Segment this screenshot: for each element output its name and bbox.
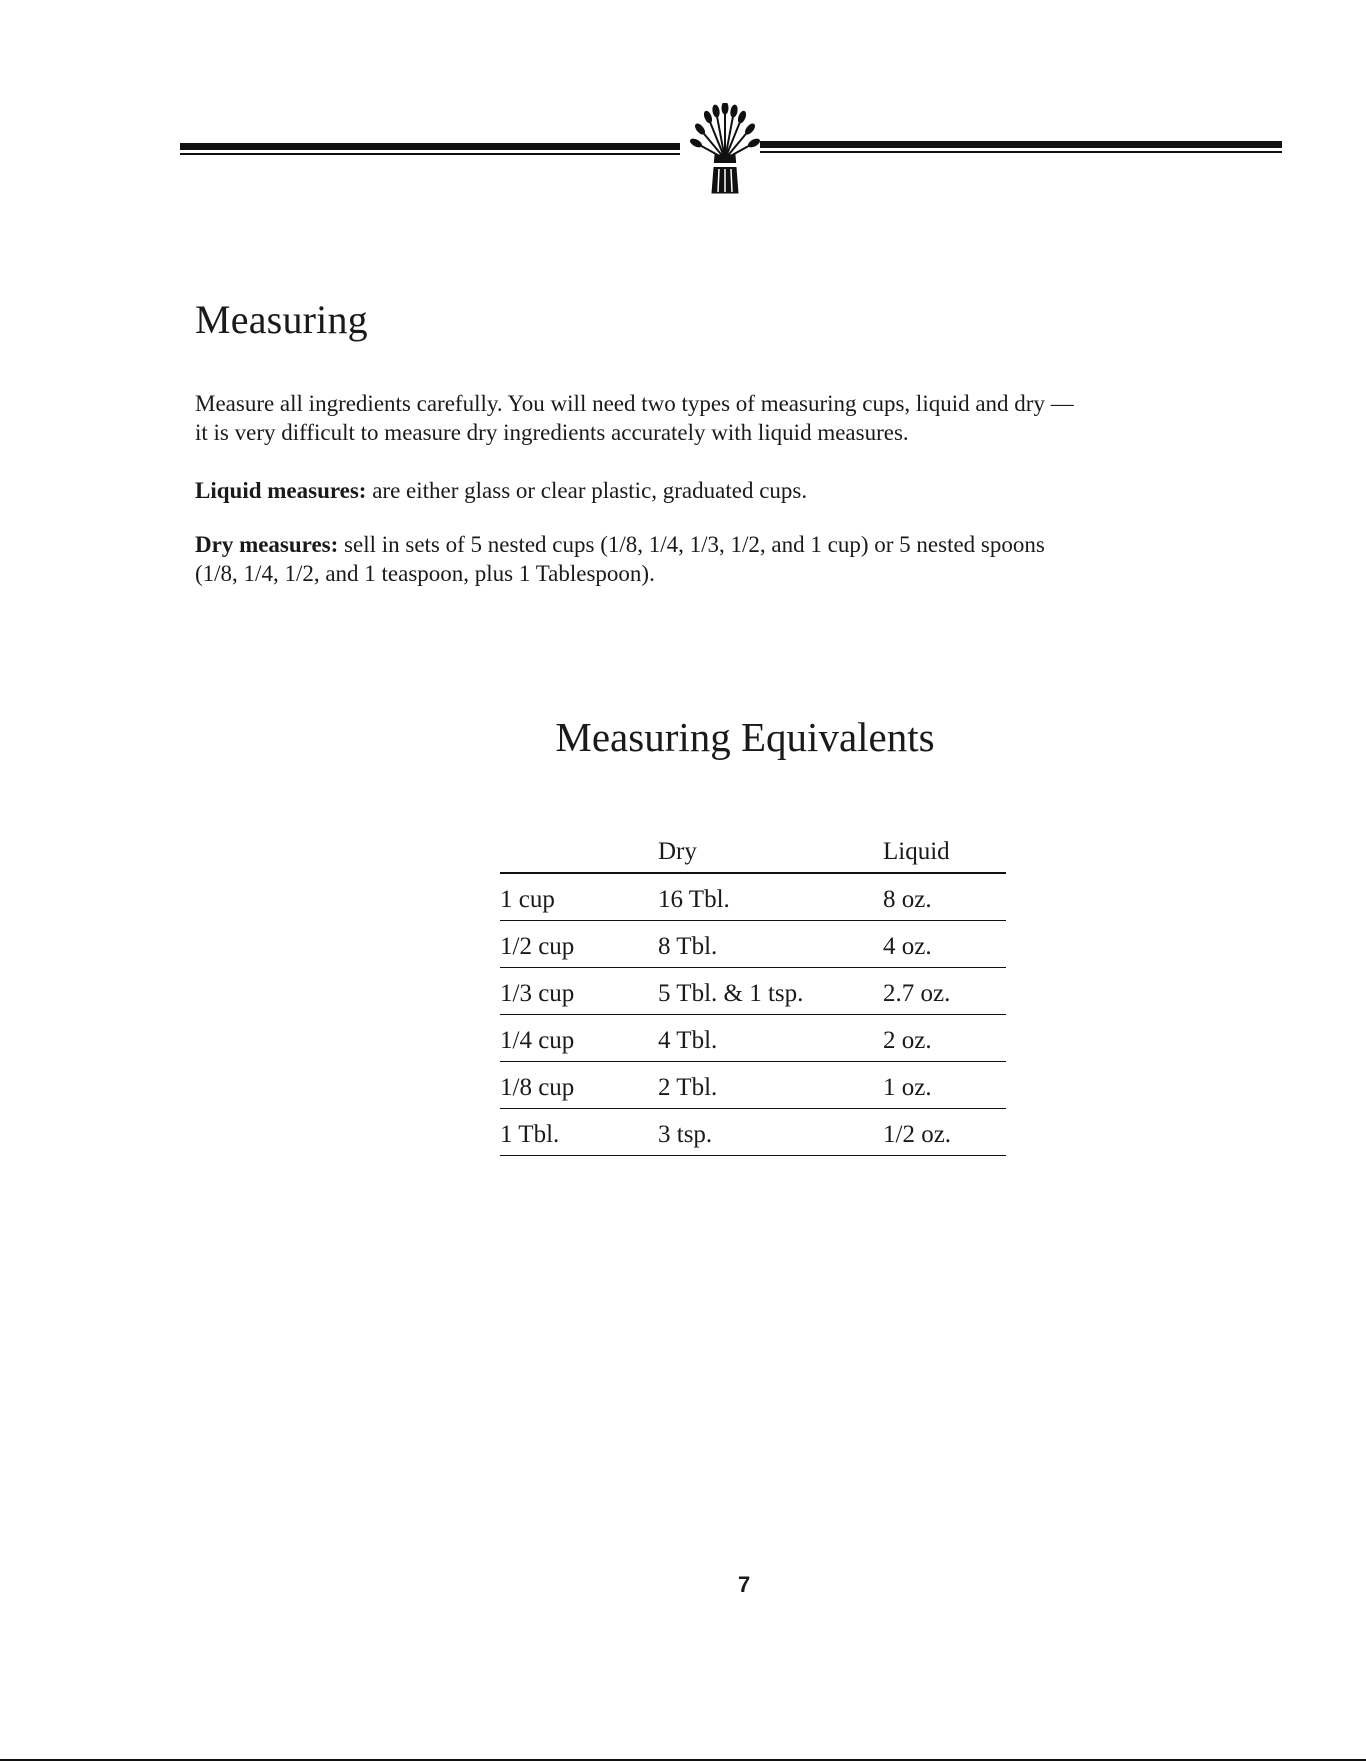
dry-cell: 2 Tbl.	[658, 1074, 718, 1101]
dry-measures-text-2: (1/8, 1/4, 1/2, and 1 teaspoon, plus 1 Tablespoon).	[195, 561, 655, 586]
table-row	[500, 1015, 1006, 1062]
equivalents-title	[0, 713, 1366, 761]
table-row	[500, 1109, 1006, 1156]
equivalents-title-text: Measuring Equivalents	[555, 714, 935, 760]
table-row	[500, 874, 1006, 921]
dry-cell: 16 Tbl.	[658, 886, 730, 913]
intro-line-1: Measure all ingredients carefully. You will need two types of measuring cups, liquid and dry —	[195, 391, 1074, 416]
measure-cell: 1 cup	[500, 886, 555, 913]
dry-cell: 4 Tbl.	[658, 1027, 718, 1054]
equivalents-table	[500, 830, 1006, 1156]
dry-measures-label: Dry measures:	[195, 532, 339, 557]
header-rule-right	[760, 141, 1282, 153]
measure-cell: 1/8 cup	[500, 1074, 575, 1101]
measure-cell: 1 Tbl.	[500, 1121, 560, 1148]
dry-cell: 3 tsp.	[658, 1121, 713, 1148]
intro-line-2: it is very difficult to measure dry ingredients accurately with liquid measures.	[195, 420, 909, 445]
table-row	[500, 1062, 1006, 1109]
dry-cell: 8 Tbl.	[658, 933, 718, 960]
liquid-cell: 2.7 oz.	[883, 980, 951, 1007]
liquid-measures-text: are either glass or clear plastic, graduated cups.	[366, 478, 808, 503]
wheat-sheaf-icon	[688, 103, 762, 195]
dry-measures-text-1: sell in sets of 5 nested cups (1/8, 1/4, 1/3, 1/2, and 1 cup) or 5 nested spoons	[338, 532, 1045, 557]
liquid-cell: 1 oz.	[883, 1074, 932, 1101]
header-liquid: Liquid	[883, 838, 950, 865]
measure-cell: 1/3 cup	[500, 980, 575, 1007]
liquid-measures-label: Liquid measures:	[195, 478, 367, 503]
liquid-measures-paragraph	[195, 476, 1195, 505]
liquid-cell: 8 oz.	[883, 886, 932, 913]
dry-measures-paragraph	[195, 530, 1195, 588]
header-dry: Dry	[658, 838, 697, 865]
liquid-cell: 4 oz.	[883, 933, 932, 960]
measure-cell: 1/4 cup	[500, 1027, 575, 1054]
section-title: Measuring	[195, 297, 368, 342]
page-number: 7	[738, 1572, 751, 1597]
table-row	[500, 968, 1006, 1015]
table-row	[500, 921, 1006, 968]
liquid-cell: 1/2 oz.	[883, 1121, 952, 1148]
liquid-cell: 2 oz.	[883, 1027, 932, 1054]
intro-paragraph	[195, 389, 1195, 447]
dry-cell: 5 Tbl. & 1 tsp.	[658, 980, 804, 1007]
header-rule-left	[180, 143, 680, 155]
table-header-row	[500, 830, 1006, 874]
measure-cell: 1/2 cup	[500, 933, 575, 960]
